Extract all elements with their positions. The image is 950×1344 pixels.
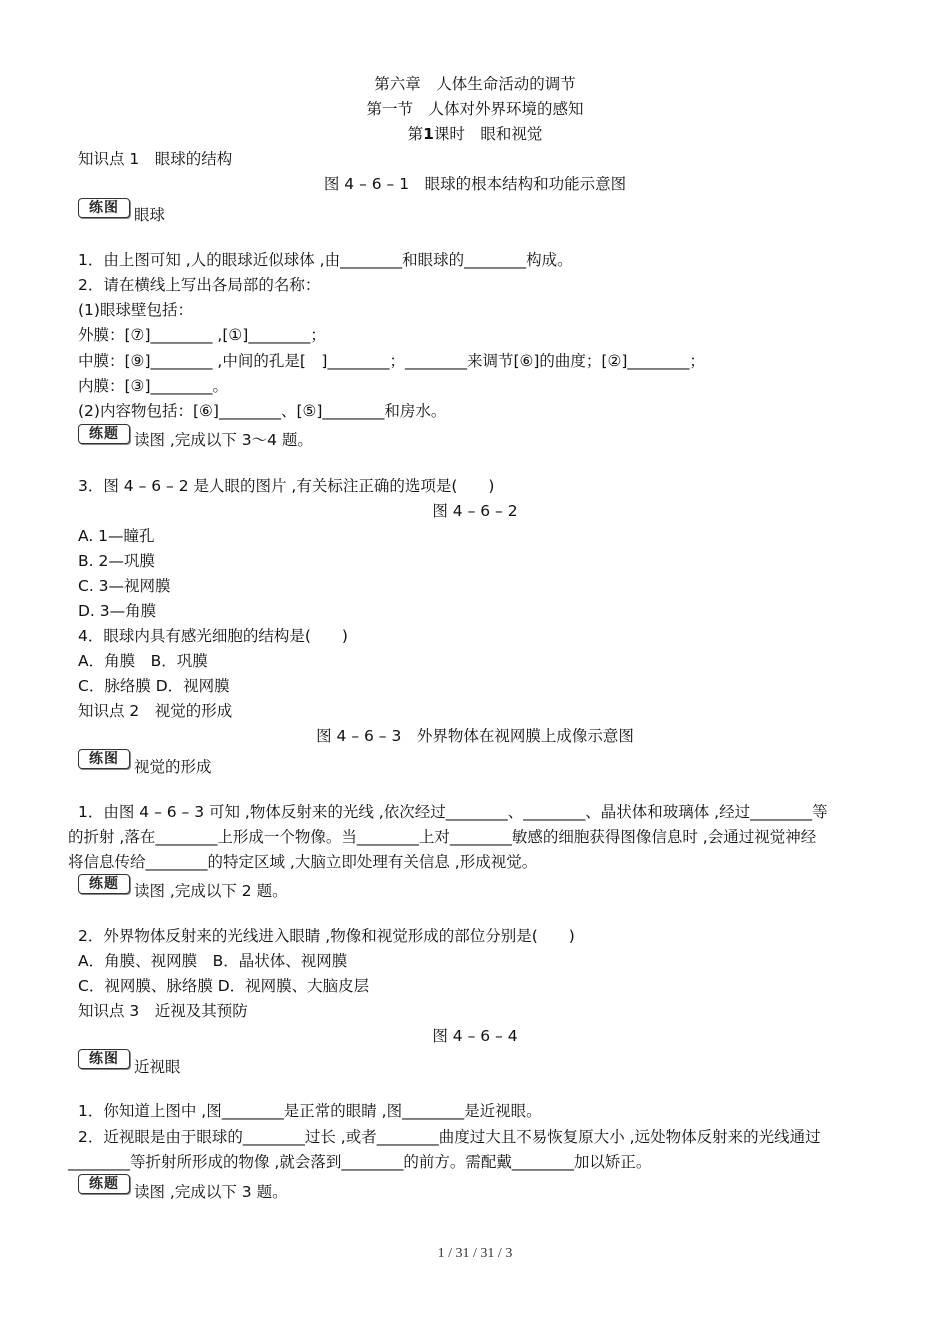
kp3-title: 知识点 3 近视及其预防 <box>78 1002 248 1020</box>
kp3-q2-line2: ________等折射所形成的物像 ,就会落到________的前方。需配戴________加以矫正。 <box>68 1153 652 1171</box>
kp2-q2: 2．外界物体反射来的光线进入眼睛 ,物像和视觉形成的部位分别是( ) <box>78 927 575 945</box>
kp2-q2-options-2: C．视网膜、脉络膜 D．视网膜、大脑皮层 <box>78 977 370 995</box>
kp1-q3-option-c: C. 3—视网膜 <box>78 577 171 595</box>
kp3-tu-label: 近视眼 <box>134 1058 181 1076</box>
kp1-q2-2: (2)内容物包括：[⑥]________、[⑤]________和房水。 <box>78 402 447 420</box>
kp1-title: 知识点 1 眼球的结构 <box>78 150 233 168</box>
lian-tu-badge: 练图 <box>78 1049 130 1069</box>
lian-ti-badge: 练题 <box>78 424 130 444</box>
chapter-title: 第六章 人体生命活动的调节 <box>374 75 576 93</box>
kp1-q2-middle: 中膜：[⑨]________ ,中间的孔是[ ]________；________来调节[⑥]的曲度；[②]________； <box>78 352 705 370</box>
kp2-tu-label: 视觉的形成 <box>134 758 212 776</box>
kp1-tu-label: 眼球 <box>134 206 166 224</box>
kp1-q4-options-1: A．角膜 B．巩膜 <box>78 652 208 670</box>
kp2-figure-caption: 图 4 – 6 – 3 外界物体在视网膜上成像示意图 <box>316 727 634 745</box>
lesson-title <box>0 124 950 144</box>
lian-tu-badge: 练图 <box>78 198 130 218</box>
lian-tu-badge: 练图 <box>78 749 130 769</box>
kp1-q2: 2．请在横线上写出各局部的名称： <box>78 276 321 294</box>
lesson-number: 1 <box>423 125 434 143</box>
kp1-q2-inner: 内膜：[③]________。 <box>78 377 228 395</box>
kp1-q2-outer: 外膜：[⑦]________ ,[①]________； <box>78 326 326 344</box>
kp2-title: 知识点 2 视觉的形成 <box>78 702 233 720</box>
kp2-q1-line2: 的折射 ,落在________上形成一个物像。当________上对________敏感的细胞获得图像信息时 ,会通过视觉神经 <box>68 828 817 846</box>
kp1-q3: 3．图 4 – 6 – 2 是人眼的图片 ,有关标注正确的选项是( ) <box>78 477 495 495</box>
kp1-ti-label: 读图 ,完成以下 3～4 题。 <box>134 431 313 449</box>
kp3-q2-line1: 2．近视眼是由于眼球的________过长 ,或者________曲度过大且不易恢复原大小 ,远处物体反射来的光线通过 <box>78 1128 821 1146</box>
lian-ti-badge: 练题 <box>78 1174 130 1194</box>
kp2-q2-options-1: A．角膜、视网膜 B．晶状体、视网膜 <box>78 952 348 970</box>
lian-ti-badge: 练题 <box>78 874 130 894</box>
kp2-q1-line3: 将信息传给________的特定区域 ,大脑立即处理有关信息 ,形成视觉。 <box>68 853 538 871</box>
kp1-q4: 4．眼球内具有感光细胞的结构是( ) <box>78 627 348 645</box>
kp3-q1: 1．你知道上图中 ,图________是正常的眼睛 ,图________是近视眼。 <box>78 1102 542 1120</box>
lesson-suffix: 课时 眼和视觉 <box>433 125 543 143</box>
section-title: 第一节 人体对外界环境的感知 <box>366 100 584 118</box>
kp1-q2-1: (1)眼球壁包括： <box>78 301 193 319</box>
kp3-ti-label: 读图 ,完成以下 3 题。 <box>134 1183 288 1201</box>
kp2-q1-line1: 1．由图 4 – 6 – 3 可知 ,物体反射来的光线 ,依次经过________、________、晶状体和玻璃体 ,经过________等 <box>78 803 828 821</box>
kp1-q3-option-d: D. 3—角膜 <box>78 602 157 620</box>
kp3-figure-caption: 图 4 – 6 – 4 <box>432 1027 518 1045</box>
kp1-q3-option-b: B. 2—巩膜 <box>78 552 155 570</box>
kp1-figure-caption: 图 4 – 6 – 1 眼球的根本结构和功能示意图 <box>323 175 627 193</box>
kp1-q3-figure-caption: 图 4 – 6 – 2 <box>432 502 518 520</box>
lesson-prefix: 第 <box>407 125 424 143</box>
kp1-q3-option-a: A. 1—瞳孔 <box>78 527 155 545</box>
kp2-ti-label: 读图 ,完成以下 2 题。 <box>134 882 288 900</box>
kp1-q1: 1．由上图可知 ,人的眼球近似球体 ,由________和眼球的________构成。 <box>78 251 573 269</box>
page-number: 1 / 31 / 31 / 3 <box>437 1246 513 1261</box>
kp1-q4-options-2: C．脉络膜 D．视网膜 <box>78 677 230 695</box>
